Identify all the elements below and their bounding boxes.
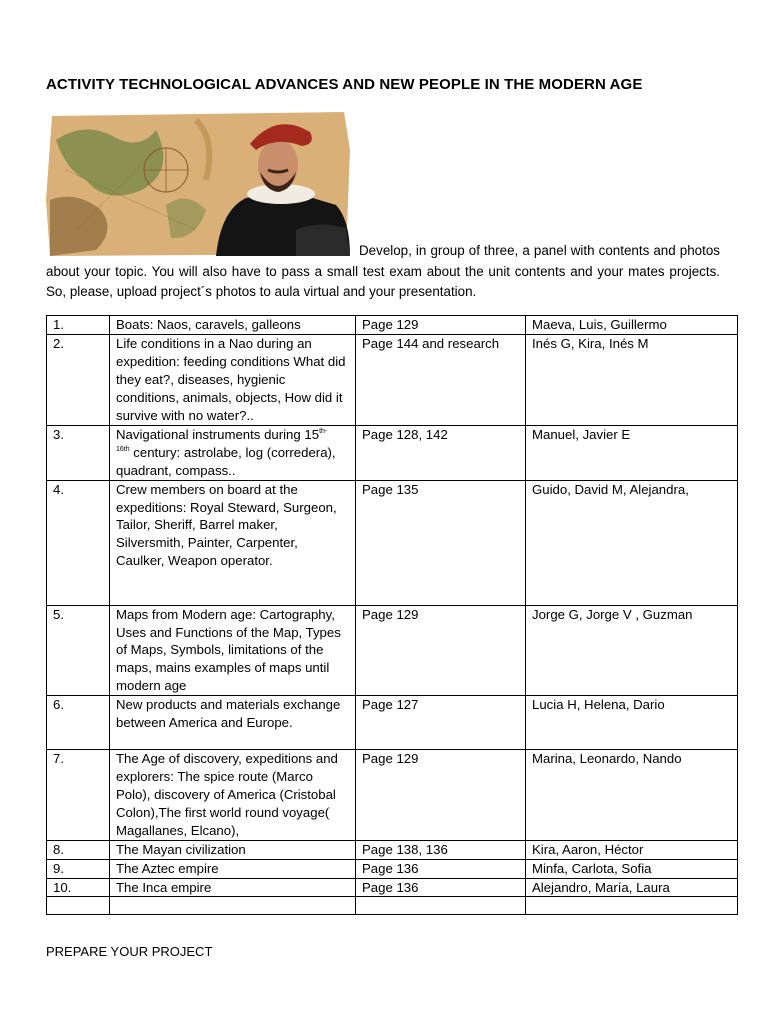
table-row	[47, 878, 738, 897]
row-topic: Maps from Modern age: Cartography, Uses and Functions of the Map, Types of Maps, Symbols, limitations of the maps, mains examples of maps until modern age	[110, 605, 356, 696]
table-row	[47, 840, 738, 859]
topics-table	[46, 315, 738, 915]
row-page: Page 136	[356, 878, 526, 897]
row-topic	[110, 425, 356, 480]
table-row	[47, 859, 738, 878]
row-page: Page 129	[356, 605, 526, 696]
table-row	[47, 750, 738, 841]
row-page: Page 127	[356, 696, 526, 750]
row-number: 4.	[47, 480, 110, 605]
row-group: Marina, Leonardo, Nando	[526, 750, 738, 841]
superscript: th-	[319, 427, 328, 435]
row-page: Page 138, 136	[356, 840, 526, 859]
row-group: Guido, David M, Alejandra,	[526, 480, 738, 605]
row-number: 5.	[47, 605, 110, 696]
row-page: Page 135	[356, 480, 526, 605]
row-group: Kira, Aaron, Héctor	[526, 840, 738, 859]
table-row	[47, 605, 738, 696]
table-row	[47, 480, 738, 605]
row-topic: New products and materials exchange between America and Europe.	[110, 696, 356, 750]
row-topic: The Aztec empire	[110, 859, 356, 878]
row-page: Page 144 and research	[356, 334, 526, 425]
row-topic: Life conditions in a Nao during an expedition: feeding conditions What did they eat?, diseases, hygienic conditions, animals, objects, How did it survive with no water?..	[110, 334, 356, 425]
row-group: Minfa, Carlota, Sofia	[526, 859, 738, 878]
document-title: ACTIVITY TECHNOLOGICAL ADVANCES AND NEW PEOPLE IN THE MODERN AGE	[46, 76, 643, 93]
topic-text: century: astrolabe, log (corredera), quadrant, compass..	[116, 444, 336, 478]
row-group: Maeva, Luis, Guillermo	[526, 316, 738, 335]
row-topic: Crew members on board at the expeditions: Royal Steward, Surgeon, Tailor, Sheriff, Barrel maker, Silversmith, Painter, Carpenter, Caulker, Weapon operator.	[110, 480, 356, 605]
row-topic: The Inca empire	[110, 878, 356, 897]
row-topic	[110, 897, 356, 915]
row-page: Page 128, 142	[356, 425, 526, 480]
row-group	[526, 897, 738, 915]
table-row	[47, 316, 738, 335]
row-topic: Boats: Naos, caravels, galleons	[110, 316, 356, 335]
row-topic: The Mayan civilization	[110, 840, 356, 859]
table-row	[47, 425, 738, 480]
row-group: Inés G, Kira, Inés M	[526, 334, 738, 425]
row-group: Lucia H, Helena, Dario	[526, 696, 738, 750]
row-number: 3.	[47, 425, 110, 480]
row-page: Page 129	[356, 750, 526, 841]
row-group: Manuel, Javier E	[526, 425, 738, 480]
row-number: 7.	[47, 750, 110, 841]
row-page: Page 129	[356, 316, 526, 335]
row-group: Alejandro, María, Laura	[526, 878, 738, 897]
row-topic: The Age of discovery, expeditions and explorers: The spice route (Marco Polo), discovery of America (Cristobal Colon),The first world round voyage( Magallanes, Elcano),	[110, 750, 356, 841]
row-number: 6.	[47, 696, 110, 750]
row-number: 9.	[47, 859, 110, 878]
intro-paragraph	[46, 241, 720, 303]
table-row	[47, 696, 738, 750]
row-number: 10.	[47, 878, 110, 897]
row-number: 1.	[47, 316, 110, 335]
row-number: 8.	[47, 840, 110, 859]
row-page: Page 136	[356, 859, 526, 878]
topic-text: Navigational instruments during 15	[116, 426, 320, 442]
intro-text: Develop, in group of three, a panel with contents and photos about your topic. You will also have to pass a small test exam about the unit contents and your mates projects. So, please, upload project´s photos to aula virtual and your presentation.	[46, 243, 720, 299]
row-number: 2.	[47, 334, 110, 425]
table-row	[47, 897, 738, 915]
row-page	[356, 897, 526, 915]
footer-instruction: PREPARE YOUR PROJECT	[46, 944, 213, 959]
table-row	[47, 334, 738, 425]
row-number	[47, 897, 110, 915]
row-group: Jorge G, Jorge V , Guzman	[526, 605, 738, 696]
explorer-portrait-image	[46, 110, 352, 256]
superscript: 16th	[116, 445, 130, 453]
